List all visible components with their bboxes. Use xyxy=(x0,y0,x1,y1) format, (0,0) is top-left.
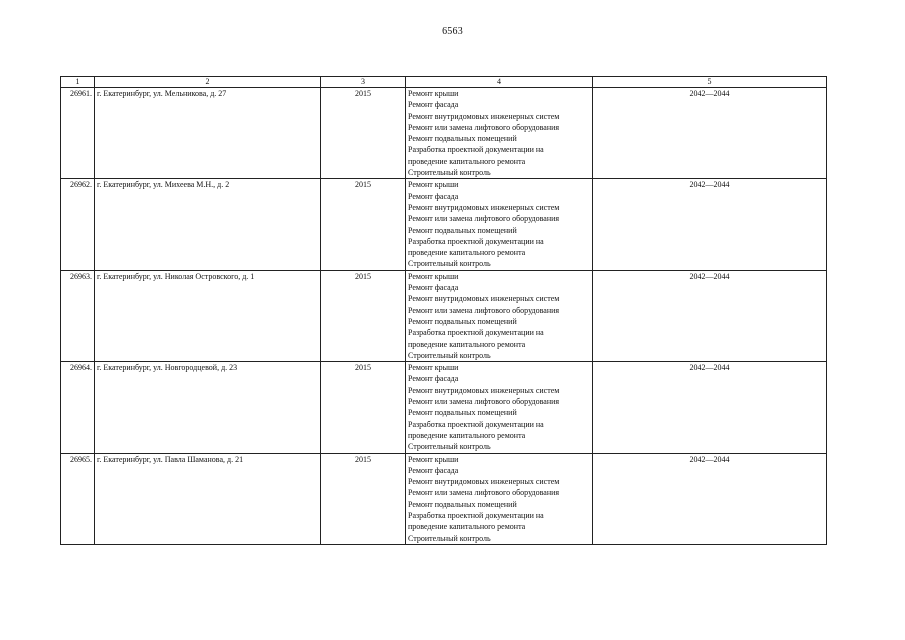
work-item: Ремонт крыши xyxy=(408,89,459,98)
column-header: 4 xyxy=(406,77,593,88)
address-cell: г. Екатеринбург, ул. Николая Островского, д. 1 xyxy=(95,270,321,361)
work-item: Ремонт фасада xyxy=(408,465,459,475)
work-item: Строительный контроль xyxy=(408,442,491,452)
works-cell xyxy=(406,362,593,453)
table-row xyxy=(61,453,827,544)
work-item: Ремонт крыши xyxy=(408,363,459,373)
address-cell: г. Екатеринбург, ул. Михеева М.Н., д. 2 xyxy=(95,179,321,270)
work-item: проведение капитального ремонта xyxy=(408,522,526,532)
period-cell: 2042—2044 xyxy=(593,270,827,361)
column-header: 1 xyxy=(61,77,95,88)
work-item: Разработка проектной документации на xyxy=(408,510,544,520)
work-item: Ремонт внутридомовых инженерных систем xyxy=(408,294,560,304)
row-number: 26961. xyxy=(61,88,95,179)
work-item: проведение капитального ремонта xyxy=(408,339,526,349)
work-item: Ремонт подвальных помещений xyxy=(408,225,517,235)
work-item: Строительный контроль xyxy=(408,168,491,178)
column-header: 2 xyxy=(95,77,321,88)
work-item: Разработка проектной документации на xyxy=(408,328,544,338)
work-item: Ремонт подвальных помещений xyxy=(408,134,517,144)
year-cell: 2015 xyxy=(321,453,406,544)
work-item: Ремонт крыши xyxy=(408,180,459,190)
row-number: 26965. xyxy=(61,453,95,544)
work-item: проведение капитального ремонта xyxy=(408,156,526,166)
works-cell xyxy=(406,88,593,179)
works-cell xyxy=(406,453,593,544)
page-number: 6563 xyxy=(442,26,463,37)
row-number: 26963. xyxy=(61,270,95,361)
work-item: Строительный контроль xyxy=(408,259,491,269)
work-item: Ремонт внутридомовых инженерных систем xyxy=(408,477,560,487)
work-item: Ремонт крыши xyxy=(408,454,459,464)
row-number: 26962. xyxy=(61,179,95,270)
table-row xyxy=(61,270,827,361)
year-cell: 2015 xyxy=(321,362,406,453)
work-item: Ремонт внутридомовых инженерных систем xyxy=(408,111,560,121)
period-cell: 2042—2044 xyxy=(593,453,827,544)
period-cell: 2042—2044 xyxy=(593,362,827,453)
table-row xyxy=(61,362,827,453)
work-item: Ремонт или замена лифтового оборудования xyxy=(408,214,560,224)
work-item: Ремонт подвальных помещений xyxy=(408,499,517,509)
work-item: Ремонт внутридомовых инженерных систем xyxy=(408,385,560,395)
year-cell: 2015 xyxy=(321,270,406,361)
column-header: 3 xyxy=(321,77,406,88)
period-cell: 2042—2044 xyxy=(593,179,827,270)
work-item: Ремонт подвальных помещений xyxy=(408,316,517,326)
capital-repair-table xyxy=(60,76,827,545)
table-row xyxy=(61,88,827,179)
work-item: Ремонт или замена лифтового оборудования xyxy=(408,488,560,498)
work-item: проведение капитального ремонта xyxy=(408,248,526,258)
address-cell: г. Екатеринбург, ул. Мельникова, д. 27 xyxy=(95,88,321,179)
works-cell xyxy=(406,270,593,361)
address-cell: г. Екатеринбург, ул. Павла Шаманова, д. 21 xyxy=(95,453,321,544)
work-item: Ремонт фасада xyxy=(408,100,459,110)
work-item: Ремонт подвальных помещений xyxy=(408,408,517,418)
work-item: Ремонт внутридомовых инженерных систем xyxy=(408,202,560,212)
work-item: Ремонт или замена лифтового оборудования xyxy=(408,305,560,315)
column-header: 5 xyxy=(593,77,827,88)
year-cell: 2015 xyxy=(321,179,406,270)
table-header-row xyxy=(61,77,827,88)
work-item: проведение капитального ремонта xyxy=(408,430,526,440)
period-cell: 2042—2044 xyxy=(593,88,827,179)
work-item: Строительный контроль xyxy=(408,350,491,360)
work-item: Ремонт фасада xyxy=(408,374,459,384)
year-cell: 2015 xyxy=(321,88,406,179)
work-item: Разработка проектной документации на xyxy=(408,145,544,155)
work-item: Разработка проектной документации на xyxy=(408,236,544,246)
work-item: Строительный контроль xyxy=(408,533,491,543)
work-item: Ремонт фасада xyxy=(408,283,459,293)
works-cell xyxy=(406,179,593,270)
row-number: 26964. xyxy=(61,362,95,453)
address-cell: г. Екатеринбург, ул. Новгородцевой, д. 23 xyxy=(95,362,321,453)
work-item: Ремонт фасада xyxy=(408,191,459,201)
work-item: Ремонт или замена лифтового оборудования xyxy=(408,397,560,407)
table-row xyxy=(61,179,827,270)
work-item: Ремонт или замена лифтового оборудования xyxy=(408,122,560,132)
work-item: Разработка проектной документации на xyxy=(408,419,544,429)
work-item: Ремонт крыши xyxy=(408,271,459,281)
